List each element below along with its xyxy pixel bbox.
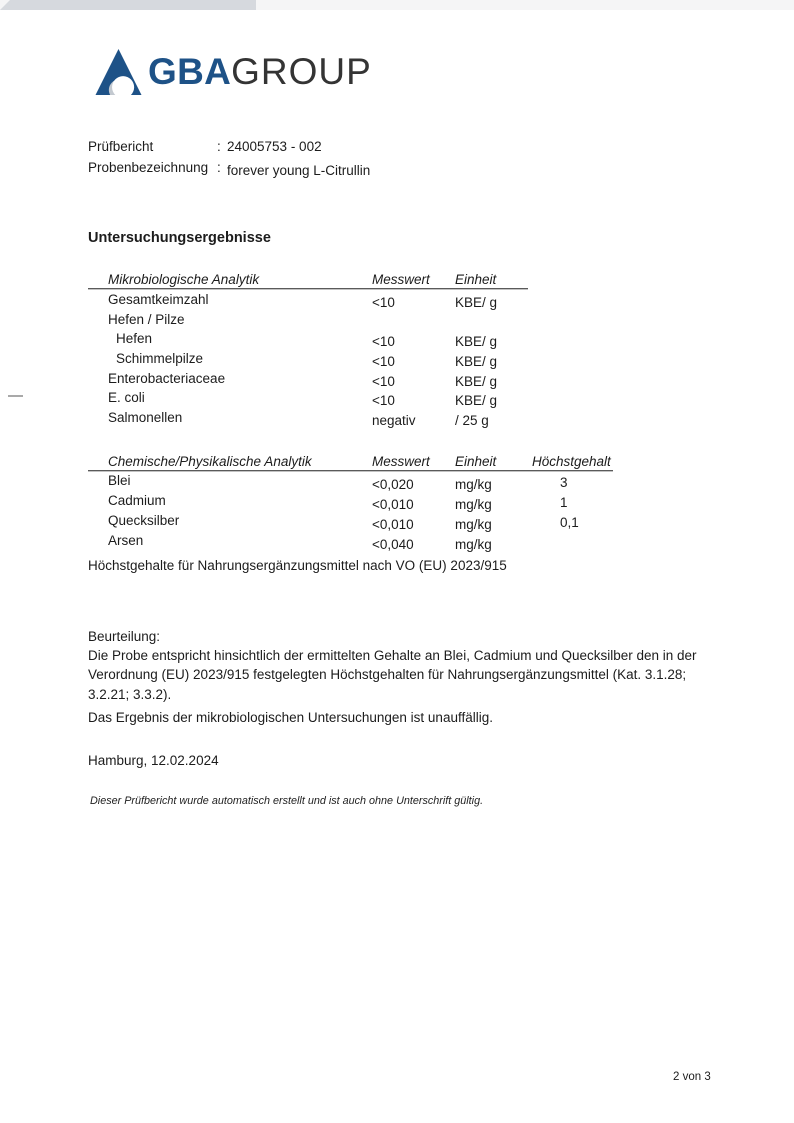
micro-table-rule [88,288,528,289]
section-title: Untersuchungsergebnisse [88,230,271,246]
chem-header-einheit: Einheit [455,454,497,469]
param-cell: Arsen [108,533,144,548]
value-cell: <0,010 [372,517,414,532]
value-cell: <0,040 [372,537,414,552]
value-cell: <10 [372,334,395,349]
chem-header-hoechstgehalt: Höchstgehalt [532,454,611,469]
limit-cell: 1 [560,495,568,510]
param-cell: Hefen [116,331,153,346]
sample-name-value: forever young L-Citrullin [227,163,371,178]
param-cell: Quecksilber [108,513,180,528]
chem-header-messwert: Messwert [372,454,430,469]
unit-cell: mg/kg [455,477,492,492]
value-cell: <0,020 [372,477,414,492]
table-row [88,371,728,388]
sample-name-colon: : [217,160,221,175]
unit-cell: mg/kg [455,497,492,512]
assessment-paragraph-1: Die Probe entspricht hinsichtlich der ermittelten Gehalte an Blei, Cadmium und Quecksilber den in der Verordnung (EU) 2023/915 festgelegten Höchstgehalten für Nahrungsergänzungsmittel (Kat. 3.1.28; 3.2.21; 3.3.2). [88,648,697,702]
value-cell: <10 [372,295,395,310]
logo-gba-text: GBA [148,51,232,92]
header-band-dark [0,0,256,10]
report-number-row [88,139,588,155]
sample-name-row [88,160,588,176]
limit-cell: 0,1 [560,515,579,530]
table-row [88,312,728,329]
table-row [88,473,728,490]
micro-header-messwert: Messwert [372,272,430,287]
unit-cell: mg/kg [455,537,492,552]
micro-header-analytik: Mikrobiologische Analytik [108,272,260,287]
unit-cell: KBE/ g [455,334,498,349]
chem-table-rule [88,470,613,471]
limit-cell: 3 [560,475,568,490]
gba-logo [95,49,142,98]
auto-generated-note: Dieser Prüfbericht wurde automatisch erstellt und ist auch ohne Unterschrift gültig. [90,795,484,807]
value-cell: <0,010 [372,497,414,512]
assessment-title: Beurteilung: [88,629,161,644]
table-row [88,390,728,407]
sample-name-label: Probenbezeichnung [88,160,209,175]
report-number-colon: : [217,139,221,154]
value-cell: <10 [372,354,395,369]
param-cell: Salmonellen [108,410,183,425]
table-row [88,513,728,530]
param-cell: Enterobacteriaceae [108,370,226,386]
table-row [88,493,728,510]
table-row [88,410,728,427]
micro-header-einheit: Einheit [455,272,497,287]
fold-mark [8,395,23,397]
logo-wordmark [148,51,372,93]
unit-cell: KBE/ g [455,393,498,408]
unit-cell: mg/kg [455,517,492,532]
unit-cell: KBE/ g [455,354,498,369]
unit-cell: KBE/ g [455,295,498,310]
chem-header-analytik: Chemische/Physikalische Analytik [108,454,312,469]
unit-cell: KBE/ g [455,373,498,389]
param-cell: Gesamtkeimzahl [108,292,209,307]
value-cell: negativ [372,413,416,428]
limits-footnote: Höchstgehalte für Nahrungsergänzungsmittel nach VO (EU) 2023/915 [88,558,507,573]
report-number-label: Prüfbericht [88,139,154,154]
param-cell: Cadmium [108,493,166,508]
report-number-value: 24005753 - 002 [227,139,322,154]
unit-cell: / 25 g [455,413,489,428]
table-row [88,351,728,368]
table-row [88,331,728,348]
table-row [88,292,728,309]
place-date: Hamburg, 12.02.2024 [88,753,219,768]
gba-triangle-drop-icon [95,49,142,95]
param-cell: Schimmelpilze [116,351,204,366]
table-row [88,533,728,550]
param-cell: Blei [108,473,131,488]
value-cell: <10 [372,373,395,389]
param-cell: Hefen / Pilze [108,311,185,327]
logo-group-text: GROUP [231,51,372,92]
param-cell: E. coli [108,390,145,405]
value-cell: <10 [372,393,395,408]
assessment-paragraph-2: Das Ergebnis der mikrobiologischen Untersuchungen ist unauffällig. [88,710,493,725]
page-number: 2 von 3 [673,1071,711,1083]
